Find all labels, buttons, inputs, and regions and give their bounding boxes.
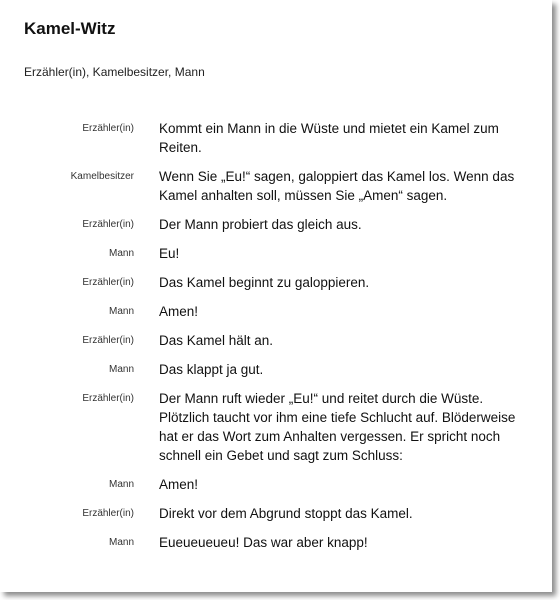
speaker-label: Erzähler(in) — [82, 335, 134, 346]
document-title: Kamel-Witz — [24, 19, 116, 38]
script-line — [0, 475, 552, 494]
line-text: Das Kamel hält an. — [159, 333, 274, 348]
speaker-label: Mann — [108, 537, 134, 548]
script-line — [0, 331, 552, 350]
line-text: Amen! — [159, 477, 199, 492]
script-line — [0, 273, 552, 292]
line-text: Eueueueueu! Das war aber knapp! — [159, 535, 368, 550]
line-text: Das klappt ja gut. — [159, 362, 264, 377]
speaker-label: Mann — [108, 479, 134, 490]
line-text: Eu! — [159, 246, 180, 261]
script-line — [0, 504, 552, 523]
script-line — [0, 533, 552, 552]
line-text: Kommt ein Mann in die Wüste und mietet ein Kamel zum Reiten. — [159, 121, 499, 155]
script-line — [0, 167, 552, 205]
script-line — [0, 302, 552, 321]
speaker-label: Erzähler(in) — [82, 219, 134, 230]
speaker-label: Erzähler(in) — [82, 508, 134, 519]
line-text: Direkt vor dem Abgrund stoppt das Kamel. — [159, 506, 413, 521]
script-line — [0, 215, 552, 234]
speaker-label: Mann — [108, 364, 134, 375]
speaker-label: Erzähler(in) — [82, 277, 134, 288]
line-text: Der Mann probiert das gleich aus. — [159, 217, 362, 232]
line-text: Der Mann ruft wieder „Eu!“ und reitet durch die Wüste. Plötzlich taucht vor ihm eine tiefe Schlucht auf. Blöderweise hat er das Wort zum Anhalten vergessen. Er spricht noch schnell ein Gebet und sagt zum Schluss: — [159, 391, 516, 463]
speaker-label: Mann — [108, 306, 134, 317]
script-line — [0, 244, 552, 263]
line-text: Amen! — [159, 304, 199, 319]
speaker-label: Erzähler(in) — [82, 123, 134, 134]
script-line — [0, 119, 552, 157]
line-text: Das Kamel beginnt zu galoppieren. — [159, 275, 370, 290]
speaker-label: Erzähler(in) — [82, 393, 134, 404]
line-text: Wenn Sie „Eu!“ sagen, galoppiert das Kamel los. Wenn das Kamel anhalten soll, müssen Sie „Amen“ sagen. — [159, 169, 515, 203]
speaker-label: Kamelbesitzer — [70, 171, 134, 182]
script-line — [0, 360, 552, 379]
speaker-label: Mann — [108, 248, 134, 259]
script-line — [0, 389, 552, 465]
cast-list: Erzähler(in), Kamelbesitzer, Mann — [24, 65, 205, 79]
script-body — [0, 119, 552, 552]
